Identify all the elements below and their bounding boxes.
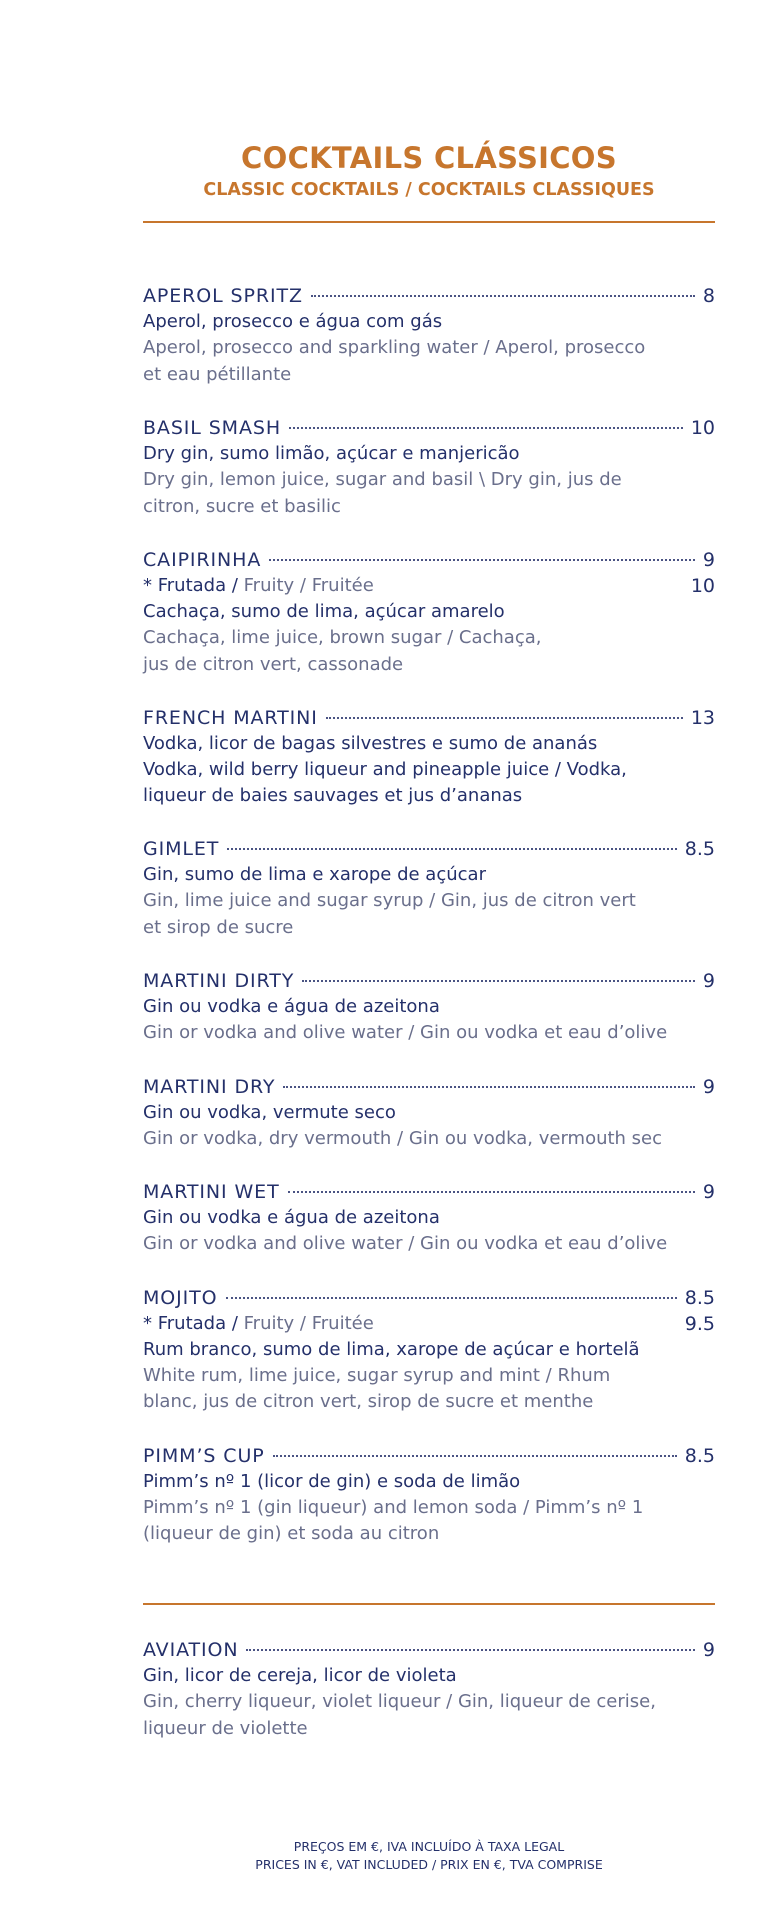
menu-item-description-translation: et sirop de sucre — [143, 916, 294, 938]
menu-item-description-translation: et eau pétillante — [143, 363, 292, 385]
menu-item-description-translation: Gin or vodka, dry vermouth / Gin ou vodka, vermouth sec — [143, 1127, 663, 1149]
menu-item-price: 9 — [702, 549, 715, 571]
menu-item-description-translation: Cachaça, lime juice, brown sugar / Cachaça, — [143, 627, 542, 648]
menu-item — [143, 415, 715, 520]
menu-item-description-pt: Pimm’s nº 1 (licor de gin) e soda de limão — [143, 1470, 521, 1492]
dot-leader — [289, 427, 683, 429]
menu-item-description-pt: Aperol, prosecco e água com gás — [143, 311, 443, 332]
menu-item-description-pt: Gin ou vodka e água de azeitona — [143, 996, 440, 1017]
menu-item-description-pt: Vodka, licor de bagas silvestres e sumo de ananás — [143, 733, 598, 754]
menu-item — [143, 1637, 715, 1742]
dot-leader — [311, 295, 695, 297]
dot-leader — [273, 1455, 677, 1457]
cocktail-list — [143, 283, 715, 1575]
menu-item — [143, 836, 715, 941]
header — [143, 138, 715, 201]
menu-item — [143, 705, 715, 809]
menu-item — [143, 1443, 715, 1548]
dot-leader — [302, 980, 695, 982]
menu-item-price: 9 — [702, 970, 715, 992]
footnote-line-pt: PREÇOS EM €, IVA INCLUÍDO À TAXA LEGAL — [293, 1839, 565, 1854]
menu-item-name: BASIL SMASH — [143, 417, 282, 439]
menu-item-header — [143, 1285, 715, 1311]
menu-item-name: MARTINI DIRTY — [143, 970, 295, 992]
menu-item-description-pt: Vodka, wild berry liqueur and pineapple juice / Vodka, — [143, 759, 627, 780]
menu-item-description-translation: Dry gin, lemon juice, sugar and basil \ Dry gin, jus de — [143, 469, 622, 490]
menu-item-header — [143, 1443, 715, 1469]
menu-item-header — [143, 1179, 715, 1205]
menu-item-price: 9 — [702, 1639, 715, 1661]
menu-item-name: GIMLET — [143, 838, 220, 860]
menu-item-description-pt: Rum branco, sumo de lima, xarope de açúcar e hortelã — [143, 1338, 640, 1360]
variant-label-pt: * Frutada / — [143, 1312, 238, 1334]
menu-item-description-pt: Cachaça, sumo de lima, açúcar amarelo — [143, 601, 505, 622]
menu-item-header — [143, 283, 715, 309]
menu-item-price: 8 — [702, 285, 715, 307]
menu-item-variant — [143, 1311, 715, 1337]
menu-item-price: 13 — [690, 707, 715, 729]
menu-item-price: 8.5 — [684, 1444, 715, 1467]
menu-item — [143, 1285, 715, 1416]
menu-item-variant — [143, 573, 715, 599]
menu-item-description-translation: liqueur de violette — [143, 1717, 308, 1739]
menu-item-price: 8.5 — [684, 838, 715, 860]
menu-item-description-pt: Gin ou vodka, vermute seco — [143, 1101, 396, 1123]
dot-leader — [326, 717, 683, 719]
section-divider — [143, 1603, 715, 1605]
dot-leader — [246, 1649, 694, 1651]
variant-price: 10 — [690, 575, 715, 597]
menu-item-header — [143, 1637, 715, 1663]
menu-item-name: AVIATION — [143, 1639, 239, 1661]
menu-item — [143, 547, 715, 678]
menu-item-description-pt: Gin, sumo de lima e xarope de açúcar — [143, 864, 486, 885]
menu-item-description-translation: Pimm’s nº 1 (gin liqueur) and lemon soda / Pimm’s nº 1 — [143, 1496, 644, 1518]
header-divider — [143, 221, 715, 223]
menu-item-description-translation: (liqueur de gin) et soda au citron — [143, 1523, 440, 1544]
menu-item-header — [143, 415, 715, 441]
menu-item-header — [143, 705, 715, 731]
menu-item-header — [143, 968, 715, 994]
dot-leader — [283, 1086, 695, 1088]
menu-item-name: APEROL SPRITZ — [143, 285, 303, 307]
footnote-line-translation: PRICES IN €, VAT INCLUDED / PRIX EN €, TVA COMPRISE — [255, 1857, 603, 1872]
menu-item-name: MARTINI DRY — [143, 1075, 276, 1098]
menu-item-description-pt: Gin ou vodka e água de azeitona — [143, 1207, 440, 1228]
menu-item-description-translation: citron, sucre et basilic — [143, 495, 341, 517]
menu-item-header — [143, 547, 715, 573]
special-cocktail-list — [143, 1637, 715, 1769]
menu-item-price: 9 — [702, 1181, 715, 1203]
dot-leader — [288, 1191, 695, 1193]
menu-item-description-translation: White rum, lime juice, sugar syrup and mint / Rhum — [143, 1364, 611, 1386]
variant-label-translation: Fruity / Fruitée — [243, 1312, 374, 1334]
dot-leader — [227, 848, 676, 850]
menu-item-header — [143, 1074, 715, 1100]
variant-price: 9.5 — [684, 1312, 715, 1335]
menu-item-price: 9 — [702, 1075, 715, 1098]
menu-item-description-translation: jus de citron vert, cassonade — [143, 653, 404, 675]
variant-label-pt: * Frutada / — [143, 575, 238, 596]
page-subtitle: CLASSIC COCKTAILS / COCKTAILS CLASSIQUES — [203, 180, 655, 200]
price-footnote — [143, 1838, 715, 1874]
dot-leader — [226, 1297, 677, 1299]
dot-leader — [269, 559, 695, 561]
menu-item-name: CAIPIRINHA — [143, 549, 262, 571]
menu-item — [143, 1179, 715, 1258]
menu-item-name: PIMM’S CUP — [143, 1444, 265, 1467]
menu-item-description-pt: liqueur de baies sauvages et jus d’ananas — [143, 785, 523, 806]
menu-item-price: 8.5 — [684, 1286, 715, 1309]
menu-item-name: FRENCH MARTINI — [143, 707, 318, 729]
menu-item-description-translation: Gin, lime juice and sugar syrup / Gin, jus de citron vert — [143, 890, 636, 911]
menu-item-price: 10 — [690, 417, 715, 439]
menu-item-description-pt: Gin, licor de cereja, licor de violeta — [143, 1665, 457, 1686]
menu-item-name: MARTINI WET — [143, 1181, 280, 1203]
menu-item-description-translation: Gin or vodka and olive water / Gin ou vodka et eau d’olive — [143, 1233, 668, 1254]
page-title: COCKTAILS CLÁSSICOS — [241, 141, 617, 175]
menu-item-description-translation: Gin or vodka and olive water / Gin ou vodka et eau d’olive — [143, 1022, 668, 1043]
menu-item-header — [143, 836, 715, 862]
menu-item-description-translation: blanc, jus de citron vert, sirop de sucre et menthe — [143, 1391, 594, 1412]
menu-item-description-translation: Gin, cherry liqueur, violet liqueur / Gin, liqueur de cerise, — [143, 1691, 656, 1712]
menu-item-description-pt: Dry gin, sumo limão, açúcar e manjericão — [143, 443, 520, 464]
menu-item-description-translation: Aperol, prosecco and sparkling water / Aperol, prosecco — [143, 337, 646, 358]
menu-item — [143, 283, 715, 388]
menu-item — [143, 1074, 715, 1153]
menu-item-name: MOJITO — [143, 1286, 218, 1309]
variant-label-translation: Fruity / Fruitée — [243, 575, 374, 596]
menu-item — [143, 968, 715, 1047]
